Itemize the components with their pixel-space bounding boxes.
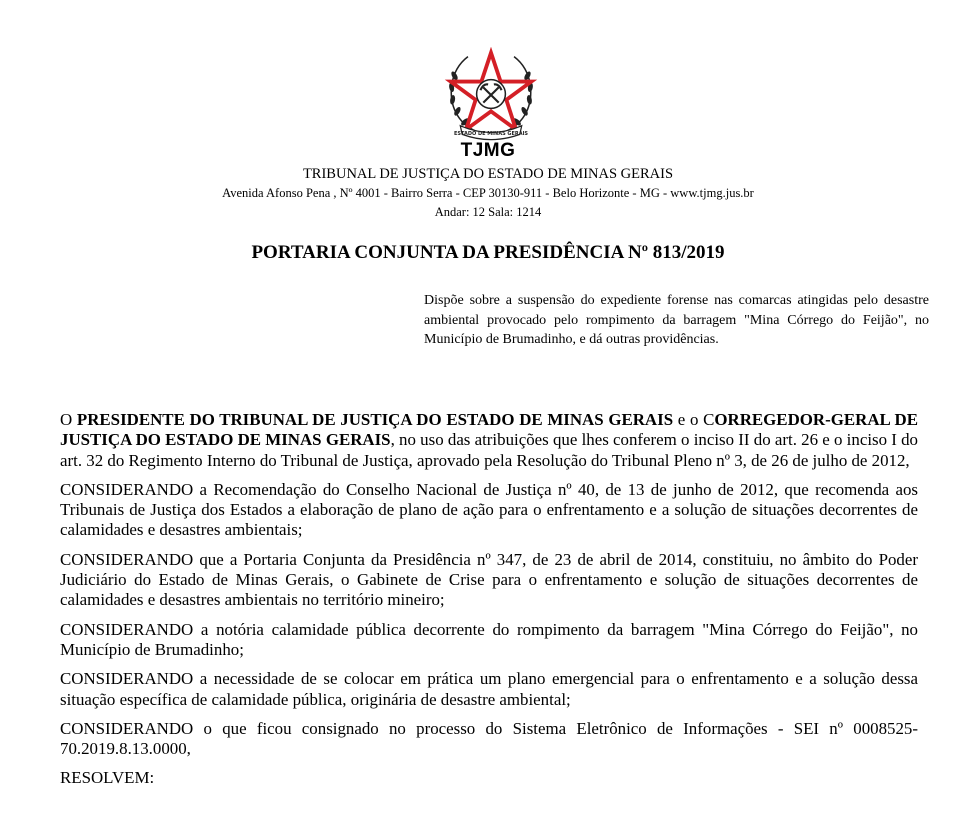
considerando-paragraph: CONSIDERANDO que a Portaria Conjunta da Presidência nº 347, de 23 de abril de 2014, constituiu, no âmbito do Poder Judiciário do Estado de Minas Gerais, o Gabinete de Crise para o enfrentamento e solução de situações decorrentes de calamidades e desastres ambientais no território mineiro; — [60, 549, 918, 610]
org-address: Avenida Afonso Pena , Nº 4001 - Bairro Serra - CEP 30130-911 - Belo Horizonte - MG - www.tjmg.jus.br — [222, 186, 754, 200]
seal-ribbon-text: ESTADO DE MINAS GERAIS — [453, 130, 529, 137]
considerando-paragraph: CONSIDERANDO o que ficou consignado no processo do Sistema Eletrônico de Informações - SEI nº 0008525-70.2019.8.13.0000, — [60, 718, 918, 759]
document-ementa: Dispõe sobre a suspensão do expediente forense nas comarcas atingidas pelo desastre ambiental provocado pelo rompimento da barragem "Mina Córrego do Feijão", no Município de Brumadinho, e dá outras providências. — [424, 293, 929, 347]
org-room: Andar: 12 Sala: 1214 — [434, 205, 542, 219]
preamble-paragraph — [60, 410, 918, 471]
preamble-text-3: , no uso das atribuições que lhes conferem o inciso II do art. 26 e o inciso I do art. 32 do Regimento Interno do Tribunal de Justiça, aprovado pela Resolução do Tribunal Pleno nº 3, de 26 de julho de 2012, — [60, 430, 919, 470]
considerando-paragraph: CONSIDERANDO a notória calamidade pública decorrente do rompimento da barragem "Mina Córrego do Feijão", no Município de Brumadinho; — [60, 619, 918, 659]
considerando-paragraph: CONSIDERANDO a necessidade de se colocar em prática um plano emergencial para o enfrentamento e a solução dessa situação específica de calamidade pública, originária de desastre ambiental; — [60, 669, 918, 709]
tjmg-seal-icon — [443, 47, 539, 143]
preamble-bold-corregedor: ORREGEDOR-GERAL DE JUSTIÇA DO ESTADO DE MINAS GERAIS — [60, 410, 918, 450]
document-body — [60, 410, 918, 798]
resolvem-heading: RESOLVEM: — [60, 768, 155, 788]
document-title: PORTARIA CONJUNTA DA PRESIDÊNCIA Nº 813/2019 — [251, 242, 725, 263]
preamble-text-1: O — [60, 410, 77, 429]
considerando-paragraph: CONSIDERANDO a Recomendação do Conselho Nacional de Justiça nº 40, de 13 de junho de 2012, que recomenda aos Tribunais de Justiça dos Estados a elaboração de plano de ação para o enfrentamento e a solução de situações decorrentes de calamidades e desastres ambientais; — [60, 479, 918, 540]
preamble-text-2: e o C — [673, 410, 715, 429]
org-name: TRIBUNAL DE JUSTIÇA DO ESTADO DE MINAS GERAIS — [302, 166, 674, 182]
preamble-bold-president: PRESIDENTE DO TRIBUNAL DE JUSTIÇA DO ESTADO DE MINAS GERAIS — [76, 410, 674, 429]
org-abbreviation: TJMG — [460, 140, 516, 161]
